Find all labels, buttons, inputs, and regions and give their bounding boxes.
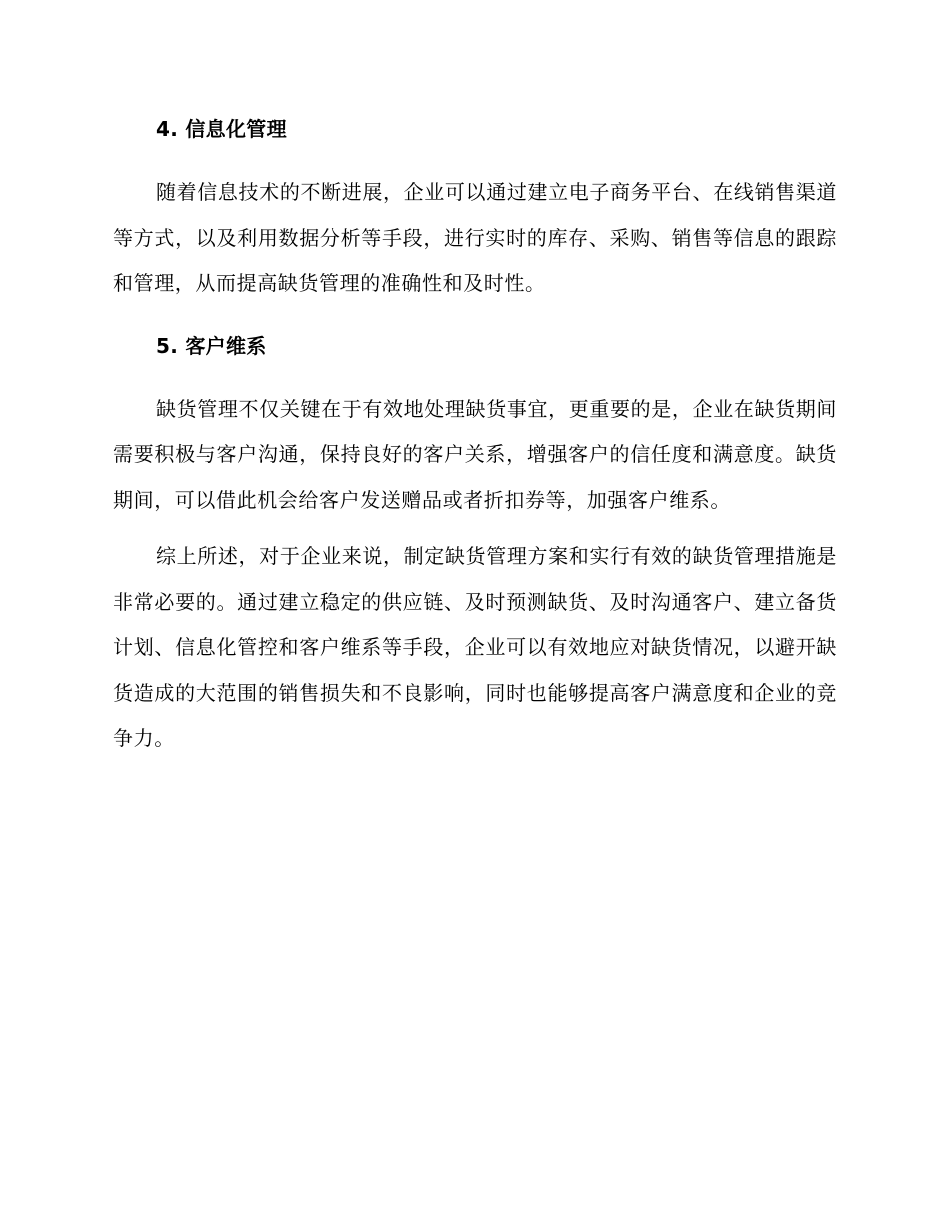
section-paragraph-informatization: 随着信息技术的不断进展，企业可以通过建立电子商务平台、在线销售渠道等方式，以及利用数据分析等手段，进行实时的库存、采购、销售等信息的跟踪和管理，从而提高缺货管理的准确性和及时性。 xyxy=(113,180,837,295)
section-paragraph-customer-retention: 缺货管理不仅关键在于有效地处理缺货事宜，更重要的是，企业在缺货期间需要积极与客户沟通，保持良好的客户关系，增强客户的信任度和满意度。缺货期间，可以借此机会给客户发送赠品或者折扣券等，加强客户维系。 xyxy=(113,396,837,512)
section-heading-informatization: 4. 信息化管理 xyxy=(156,117,287,141)
document-body xyxy=(113,113,837,762)
section-heading-customer-retention: 5. 客户维系 xyxy=(156,333,267,358)
conclusion-paragraph: 综上所述，对于企业来说，制定缺货管理方案和实行有效的缺货管理措施是非常必要的。通过建立稳定的供应链、及时预测缺货、及时沟通客户、建立备货计划、信息化管控和客户维系等手段，企业可以有效地应对缺货情况，以避开缺货造成的大范围的销售损失和不良影响，同时也能够提高客户满意度和企业的竞争力。 xyxy=(113,544,837,750)
